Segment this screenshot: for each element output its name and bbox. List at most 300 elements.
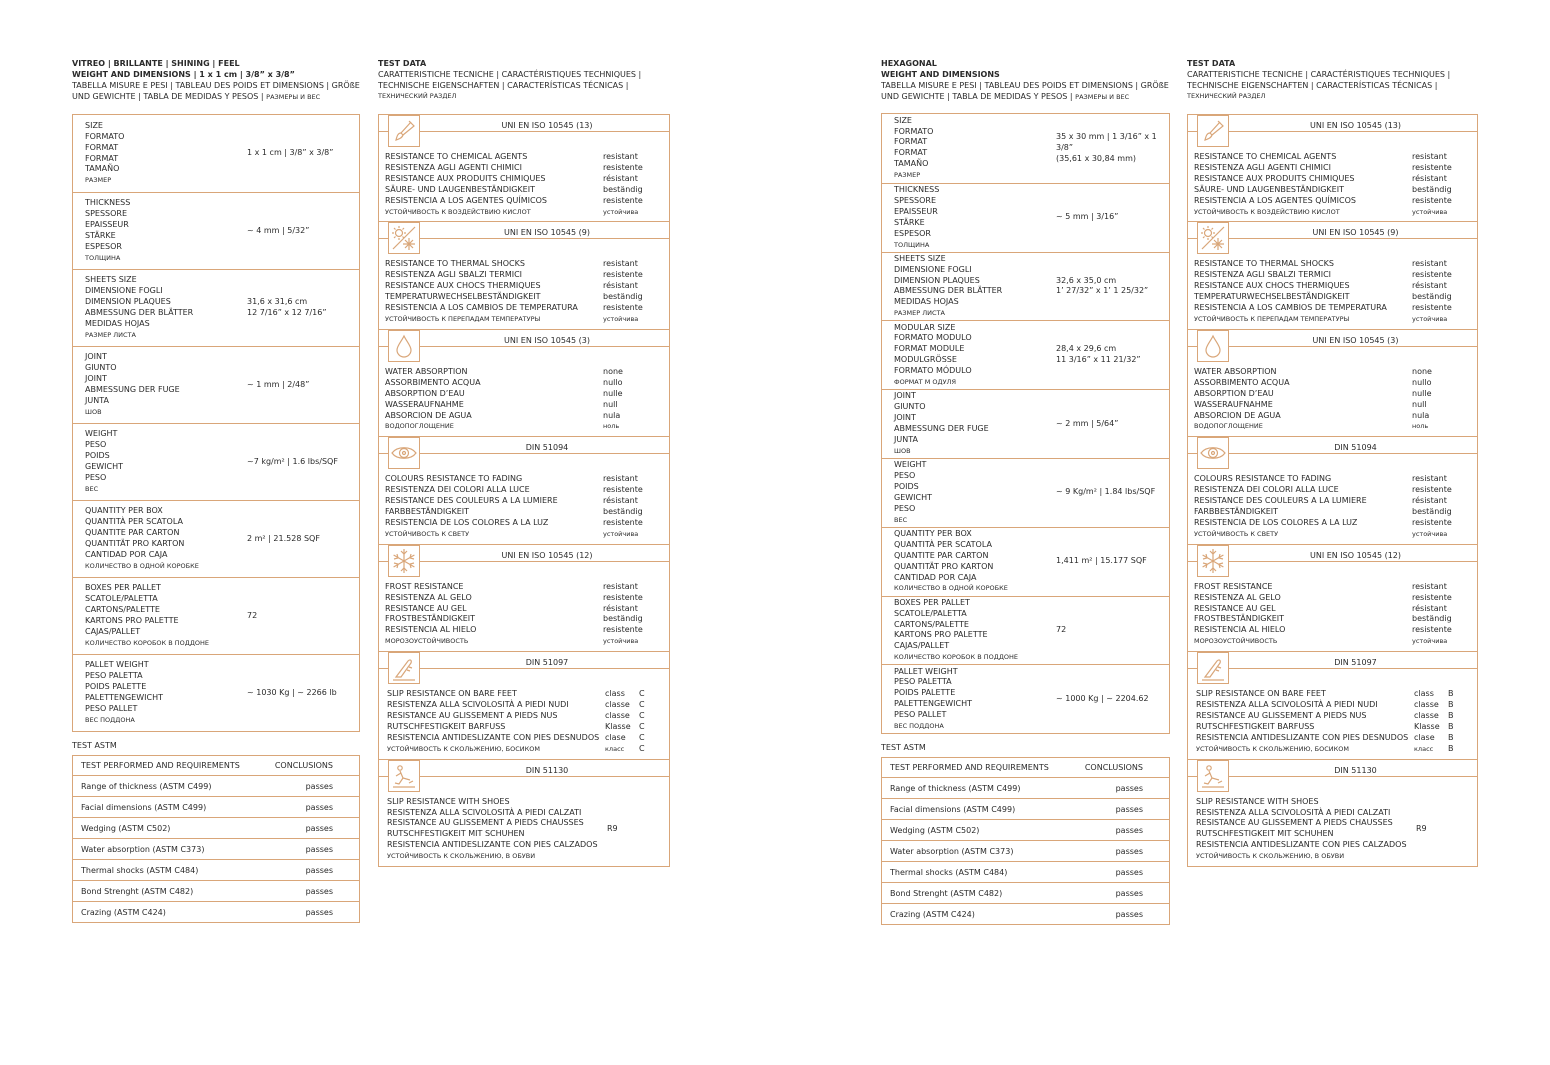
test-value: beständig <box>1412 184 1452 194</box>
class-word: classe <box>605 700 630 710</box>
testdata-subtitle: CARATTERISTICHE TECNICHE | CARACTÉRISTIQUES TECHNIQUES | TECHNISCHE EIGENSCHAFTEN | CARACTERÍSTICAS TÉCNICAS | <box>1187 70 1451 90</box>
class-word: class <box>605 689 625 699</box>
table-subtitle-ru: РАЗМЕРЫ И ВЕС <box>266 93 321 101</box>
slip-rating: R9 <box>1416 823 1427 833</box>
section-header <box>379 655 669 675</box>
test-section <box>1188 436 1477 543</box>
dimension-value <box>247 380 359 391</box>
dimension-row <box>882 252 1169 321</box>
test-label: RESISTENZA AL GELO <box>385 592 472 602</box>
dimension-row <box>882 596 1169 665</box>
label-line: POIDS <box>85 451 110 461</box>
test-label: RESISTANCE DES COULEURS A LA LUMIERE <box>1194 496 1367 506</box>
label-line: QUANTITÄT PRO KARTON <box>85 539 185 548</box>
test-value: beständig <box>1412 507 1452 517</box>
astm-row <box>73 860 359 881</box>
test-value: nullo <box>603 377 623 387</box>
test-label: ВОДОПОГЛОЩЕНИЕ <box>1194 422 1263 431</box>
section-divider <box>1188 453 1477 454</box>
test-label: УСТОЙЧИВОСТЬ К СКОЛЬЖЕНИЮ, БОСИКОМ <box>1196 744 1349 753</box>
test-label: SLIP RESISTANCE ON BARE FEET <box>387 689 517 699</box>
test-row <box>1194 378 1471 389</box>
label-line: PESO <box>85 440 107 450</box>
label-line: QUANTITÀ PER SCATOLA <box>894 539 992 549</box>
test-value: устойчива <box>1412 529 1448 538</box>
section-divider <box>379 453 669 454</box>
test-value: résistant <box>603 496 638 506</box>
foot-icon <box>1197 652 1229 684</box>
dimension-value <box>1056 276 1169 298</box>
label-line: QUANTITE PAR CARTON <box>85 528 180 538</box>
right-dimensions-column <box>881 58 1170 925</box>
test-row <box>385 529 663 540</box>
test-value: résistant <box>1412 281 1447 291</box>
test-label: ABSORCION DE AGUA <box>385 410 472 420</box>
test-label: RESISTENCIA A LOS AGENTES QUÍMICOS <box>1194 195 1356 205</box>
astm-result: passes <box>305 886 333 896</box>
label-line: FORMATO MODULO <box>894 333 972 343</box>
astm-header-row <box>882 757 1169 778</box>
test-label: ВОДОПОГЛОЩЕНИЕ <box>385 422 454 431</box>
sun-snow-icon <box>1197 222 1229 254</box>
dimension-label <box>73 660 247 725</box>
dimension-label <box>882 529 1056 594</box>
dimension-value <box>247 297 359 319</box>
sun-snow-icon <box>388 222 420 254</box>
astm-test-name: Facial dimensions (ASTM C499) <box>81 802 207 812</box>
test-label: УСТОЙЧИВОСТЬ К СКОЛЬЖЕНИЮ, В ОБУВИ <box>387 852 536 861</box>
product-subtitle: WEIGHT AND DIMENSIONS | 1 x 1 cm | 3/8” x 3/8” <box>72 70 295 79</box>
value-line: ~ 2 mm | 5/64” <box>1056 418 1119 428</box>
test-value: resistente <box>603 303 643 313</box>
test-section <box>379 436 669 543</box>
dimension-label <box>73 275 247 340</box>
section-header <box>379 333 669 353</box>
section-header <box>379 763 669 783</box>
test-row <box>1196 711 1471 722</box>
section-header <box>1188 655 1477 675</box>
test-row <box>1194 421 1471 432</box>
test-row <box>1194 292 1471 303</box>
test-value: resistente <box>603 517 643 527</box>
test-row <box>1194 593 1471 604</box>
right-testdata-column <box>1187 58 1478 867</box>
section-divider <box>1188 131 1477 132</box>
test-value: resistant <box>1412 474 1447 484</box>
value-line: 31,6 x 31,6 cm <box>247 297 308 307</box>
value-line: 12 7/16” x 12 7/16” <box>247 308 327 317</box>
test-row <box>385 314 663 325</box>
label-line-ru: ВЕС ПОДДОНА <box>894 722 944 731</box>
astm-test-name: Crazing (ASTM C424) <box>81 907 166 917</box>
test-label: RESISTENCIA ANTIDESLIZANTE CON PIES CALZADOS <box>387 840 598 850</box>
label-line: PESO PALETTA <box>894 677 952 687</box>
test-row <box>385 518 663 529</box>
astm-result: passes <box>1115 888 1143 898</box>
section-header <box>1188 440 1477 460</box>
test-label: COLOURS RESISTANCE TO FADING <box>385 474 523 484</box>
dimension-label <box>73 352 247 417</box>
label-line-ru: ШОВ <box>85 407 102 416</box>
dimension-value <box>247 688 359 699</box>
test-label: УСТОЙЧИВОСТЬ К ВОЗДЕЙСТВИЮ КИСЛОТ <box>1194 207 1340 216</box>
test-row <box>387 733 663 744</box>
dimension-row <box>882 389 1169 458</box>
astm-test-name: Water absorption (ASTM C373) <box>890 846 1014 856</box>
section-divider <box>379 238 669 239</box>
test-row <box>1194 411 1471 422</box>
astm-result: passes <box>1115 867 1143 877</box>
astm-test-name: Range of thickness (ASTM C499) <box>890 783 1021 793</box>
test-section <box>1188 221 1477 328</box>
test-row <box>1194 303 1471 314</box>
dimension-row <box>882 183 1169 252</box>
class-word: clase <box>605 732 626 742</box>
test-row <box>1194 604 1471 615</box>
test-label: RESISTENZA ALLA SCIVOLOSITÀ A PIEDI CALZATI <box>387 807 582 817</box>
test-row <box>385 474 663 485</box>
section-body <box>379 783 669 866</box>
label-line: SHEETS SIZE <box>85 275 137 285</box>
test-row <box>1194 259 1471 270</box>
dimension-row <box>882 458 1169 527</box>
test-row <box>385 614 663 625</box>
section-header <box>1188 225 1477 245</box>
label-line-ru: КОЛИЧЕСТВО КОРОБОК В ПОДДОНЕ <box>894 653 1019 662</box>
section-header <box>1188 333 1477 353</box>
test-value: resistente <box>603 195 643 205</box>
test-value: resistant <box>603 581 638 591</box>
slip-class: B <box>1448 700 1454 710</box>
test-row <box>387 700 663 711</box>
label-line: PALETTENGEWICHT <box>85 693 163 702</box>
section-header <box>379 225 669 245</box>
label-line: SIZE <box>894 115 912 125</box>
astm-result: passes <box>305 823 333 833</box>
class-word: Klasse <box>1414 721 1440 731</box>
value-line: ~7 kg/m² | 1.6 lbs/SQF <box>247 456 338 466</box>
dimension-label <box>73 121 247 186</box>
product-subtitle: WEIGHT AND DIMENSIONS <box>881 70 1000 79</box>
label-line: JUNTA <box>85 395 109 405</box>
astm-row <box>73 776 359 797</box>
dimension-row <box>73 192 359 269</box>
test-value: resistant <box>1412 152 1447 161</box>
test-row <box>385 367 663 378</box>
left-testdata-column <box>378 58 670 867</box>
value-line: ~ 4 mm | 5/32” <box>247 225 310 235</box>
test-value: null <box>603 399 618 409</box>
dimension-label <box>73 506 247 571</box>
test-label: WASSERAUFNAHME <box>1194 399 1273 409</box>
norm-label: DIN 51130 <box>525 765 569 775</box>
label-line: PESO <box>894 471 916 481</box>
class-word: clase <box>1414 732 1435 742</box>
dimension-row <box>882 527 1169 596</box>
test-row <box>1194 518 1471 529</box>
test-label: RESISTENZA DEI COLORI ALLA LUCE <box>385 485 530 495</box>
test-label: RESISTANCE TO THERMAL SHOCKS <box>1194 259 1334 269</box>
astm-header-row <box>73 755 359 776</box>
slip-class: B <box>1448 743 1454 753</box>
astm-test-name: Facial dimensions (ASTM C499) <box>890 804 1016 814</box>
section-body <box>379 138 669 221</box>
test-row <box>385 378 663 389</box>
test-label: SLIP RESISTANCE WITH SHOES <box>387 796 510 806</box>
test-label: RESISTANCE AUX CHOCS THERMIQUES <box>1194 281 1350 291</box>
slip-class: B <box>1448 732 1454 742</box>
norm-label: UNI EN ISO 10545 (13) <box>1309 121 1401 130</box>
test-label: FROST RESISTANCE <box>1194 581 1273 591</box>
label-line: FORMATO <box>85 131 125 141</box>
test-row <box>385 400 663 411</box>
label-line: ABMESSUNG DER FUGE <box>894 424 989 434</box>
slip-class: B <box>1448 721 1454 731</box>
label-line: FORMAT <box>894 148 928 158</box>
test-value: resistente <box>1412 303 1452 313</box>
test-row <box>385 185 663 196</box>
test-label: RESISTENZA AGLI SBALZI TERMICI <box>385 270 523 280</box>
label-line: EPAISSEUR <box>894 206 938 216</box>
table-subtitle-ru: РАЗМЕРЫ И ВЕС <box>1075 93 1130 101</box>
test-label: RESISTENCIA DE LOS COLORES A LA LUZ <box>1194 517 1358 527</box>
label-line: DIMENSION PLAQUES <box>85 297 171 307</box>
test-label: RESISTANCE AU GLISSEMENT A PIEDS NUS <box>387 711 558 720</box>
label-line: FORMAT <box>85 153 119 163</box>
norm-label: UNI EN ISO 10545 (3) <box>1312 335 1399 345</box>
dimension-value <box>1056 487 1169 498</box>
astm-row <box>73 881 359 902</box>
label-line: DIMENSION PLAQUES <box>894 275 980 285</box>
label-line: JOINT <box>894 413 916 423</box>
right-header <box>881 58 1170 104</box>
section-body <box>379 675 669 758</box>
value-line: ~ 5 mm | 3/16” <box>1056 212 1119 222</box>
astm-result: passes <box>305 907 333 917</box>
section-divider <box>379 668 669 669</box>
label-line: SPESSORE <box>85 209 128 219</box>
test-row <box>1194 400 1471 411</box>
label-line: POIDS PALETTE <box>894 688 956 698</box>
test-value: resistant <box>1412 581 1447 591</box>
test-label: TEMPERATURWECHSELBESTÄNDIGKEIT <box>385 292 541 302</box>
dimension-row <box>882 114 1169 183</box>
test-section <box>1188 329 1477 436</box>
test-label: УСТОЙЧИВОСТЬ К ВОЗДЕЙСТВИЮ КИСЛОТ <box>385 207 531 216</box>
test-value: nulle <box>1412 388 1432 398</box>
test-label: SÄURE- UND LAUGENBESTÄNDIGKEIT <box>1194 184 1344 194</box>
label-line: KARTONS PRO PALETTE <box>85 616 179 625</box>
value-line: 1,411 m² | 15.177 SQF <box>1056 556 1147 566</box>
section-body <box>1188 460 1477 543</box>
section-header <box>1188 763 1477 783</box>
slip-class: C <box>639 689 645 699</box>
test-label: RESISTANCE AUX PRODUITS CHIMIQUES <box>385 173 546 183</box>
label-line: POIDS <box>894 481 919 491</box>
label-line: BOXES PER PALLET <box>894 597 970 607</box>
class-word: classe <box>605 711 630 720</box>
testdata-header <box>378 58 670 104</box>
label-line: SPESSORE <box>894 195 937 205</box>
test-row <box>1194 196 1471 207</box>
test-section <box>1188 544 1477 651</box>
test-label: WATER ABSORPTION <box>385 366 468 376</box>
test-row <box>1194 367 1471 378</box>
product-title: HEXAGONAL <box>881 59 937 68</box>
test-row <box>1194 582 1471 593</box>
test-label: FARBBESTÄNDIGKEIT <box>1194 507 1278 517</box>
label-line: CAJAS/PALLET <box>85 626 141 636</box>
class-word: класс <box>605 744 625 753</box>
norm-label: UNI EN ISO 10545 (9) <box>504 228 590 238</box>
test-label: RESISTANCE AU GLISSEMENT A PIEDS CHAUSSES <box>387 818 584 828</box>
test-row <box>385 625 663 636</box>
test-label: ABSORCION DE AGUA <box>1194 410 1281 420</box>
slip-class: C <box>639 743 645 753</box>
label-line-ru: ТОЛЩИНА <box>85 253 121 262</box>
label-line: MODULGRÖSSE <box>894 355 957 365</box>
test-row <box>1196 744 1471 755</box>
dimension-label <box>882 116 1056 181</box>
test-row <box>385 152 663 163</box>
section-divider <box>1188 776 1477 777</box>
dimension-row <box>73 269 359 346</box>
label-line: ESPESOR <box>85 241 122 251</box>
test-row <box>387 711 663 722</box>
label-line: ABMESSUNG DER BLÄTTER <box>894 286 1003 296</box>
astm-row <box>882 841 1169 862</box>
test-label: RESISTENCIA A LOS CAMBIOS DE TEMPERATURA <box>1194 303 1387 313</box>
test-label: RESISTENCIA ANTIDESLIZANTE CON PIES DESNUDOS <box>387 732 600 742</box>
test-label: RESISTENZA ALLA SCIVOLOSITÀ A PIEDI NUDI <box>1196 700 1378 710</box>
section-header <box>1188 118 1477 138</box>
label-line: PALLET WEIGHT <box>85 660 149 670</box>
label-line: CARTONS/PALETTE <box>894 619 969 629</box>
astm-result: passes <box>305 802 333 812</box>
dimension-label <box>882 667 1056 732</box>
test-label: RESISTENCIA AL HIELO <box>385 625 477 635</box>
label-line: SIZE <box>85 120 103 130</box>
test-row <box>1194 270 1471 281</box>
test-row <box>1194 174 1471 185</box>
test-value: beständig <box>1412 614 1452 624</box>
astm-row <box>882 862 1169 883</box>
test-row <box>1194 507 1471 518</box>
norm-label: UNI EN ISO 10545 (9) <box>1312 228 1399 238</box>
test-label: RESISTENCIA DE LOS COLORES A LA LUZ <box>385 517 549 527</box>
test-data-table <box>1187 114 1478 867</box>
slip-icon <box>388 760 420 792</box>
astm-table <box>881 757 1170 925</box>
left-dimensions-column <box>72 58 360 923</box>
label-line: MODULAR SIZE <box>894 322 956 332</box>
label-line-ru: КОЛИЧЕСТВО В ОДНОЙ КОРОБКЕ <box>894 584 1008 593</box>
test-value: nulle <box>603 388 623 398</box>
test-label: RESISTENZA AL GELO <box>1194 592 1281 602</box>
dimension-value <box>1056 212 1169 223</box>
test-label: МОРОЗОУСТОЙЧИВОСТЬ <box>1194 637 1278 646</box>
test-value: resistant <box>603 259 638 269</box>
label-line: TAMAÑO <box>85 164 120 174</box>
value-line: ~ 9 Kg/m² | 1.84 lbs/SQF <box>1056 487 1156 497</box>
label-line: QUANTITE PAR CARTON <box>894 550 989 560</box>
test-row <box>1194 389 1471 400</box>
test-row <box>385 389 663 400</box>
label-line: POIDS PALETTE <box>85 682 147 692</box>
test-row <box>385 582 663 593</box>
label-line-ru: ШОВ <box>894 446 911 455</box>
eye-icon <box>1197 437 1229 469</box>
snowflake-icon <box>1197 545 1229 577</box>
dimension-value <box>247 534 359 545</box>
label-line: EPAISSEUR <box>85 220 129 230</box>
dimension-label <box>73 198 247 263</box>
test-row <box>385 411 663 422</box>
label-line: FORMATO <box>894 126 934 136</box>
foot-icon <box>388 652 420 684</box>
astm-test-name: Range of thickness (ASTM C499) <box>81 781 212 791</box>
test-label: ABSORPTION D’EAU <box>1194 388 1274 398</box>
section-body <box>1188 675 1477 758</box>
test-label: RESISTANCE AU GLISSEMENT A PIEDS CHAUSSES <box>1196 818 1393 828</box>
test-value: none <box>1412 366 1432 376</box>
value-line: 1 x 1 cm | 3/8” x 3/8” <box>247 148 334 158</box>
section-divider <box>1188 238 1477 239</box>
astm-test-name: Bond Strenght (ASTM C482) <box>890 888 1003 898</box>
slip-bare-section <box>379 651 669 758</box>
testdata-title: TEST DATA <box>1187 59 1236 68</box>
label-line: FORMAT MODULE <box>894 344 965 354</box>
label-line: QUANTITY PER BOX <box>894 528 972 538</box>
section-body <box>379 460 669 543</box>
test-value: resistente <box>1412 592 1452 602</box>
astm-title: TEST ASTM <box>72 741 117 750</box>
section-body <box>1188 783 1477 866</box>
value-line: 35 x 30 mm | 1 3/16” x 1 3/8” <box>1056 132 1157 152</box>
section-divider <box>379 346 669 347</box>
test-value: устойчива <box>603 314 639 323</box>
test-value: résistant <box>603 173 638 183</box>
test-row <box>387 689 663 700</box>
section-divider <box>379 131 669 132</box>
test-label: УСТОЙЧИВОСТЬ К СКОЛЬЖЕНИЮ, В ОБУВИ <box>1196 852 1345 861</box>
test-value: beständig <box>603 184 643 194</box>
label-line-ru: ВЕС <box>85 484 99 493</box>
astm-result: passes <box>305 844 333 854</box>
label-line: MEDIDAS HOJAS <box>894 297 959 307</box>
section-body <box>1188 245 1477 328</box>
test-label: RESISTENCIA AL HIELO <box>1194 625 1286 635</box>
testdata-subtitle-ru: ТЕХНИЧЕСКИЙ РАЗДЕЛ <box>378 92 457 100</box>
test-value: устойчива <box>603 207 639 216</box>
drop-icon <box>388 330 420 362</box>
test-label: RESISTANCE TO CHEMICAL AGENTS <box>385 152 528 161</box>
label-line: MEDIDAS HOJAS <box>85 318 150 328</box>
test-label: УСТОЙЧИВОСТЬ К СКОЛЬЖЕНИЮ, БОСИКОМ <box>387 744 540 753</box>
test-label: RUTSCHFESTIGKEIT MIT SCHUHEN <box>387 829 525 839</box>
test-value: résistant <box>1412 603 1447 613</box>
test-row <box>1194 281 1471 292</box>
test-label: RESISTENCIA A LOS CAMBIOS DE TEMPERATURA <box>385 303 578 313</box>
dimension-label <box>882 391 1056 456</box>
test-row <box>385 507 663 518</box>
dimension-label <box>73 583 247 648</box>
test-label: RESISTANCE AU GLISSEMENT A PIEDS NUS <box>1196 711 1367 720</box>
label-line: BOXES PER PALLET <box>85 583 161 593</box>
label-line: TAMAÑO <box>894 159 929 169</box>
test-label: SÄURE- UND LAUGENBESTÄNDIGKEIT <box>385 184 535 194</box>
test-label: RESISTENCIA ANTIDESLIZANTE CON PIES DESNUDOS <box>1196 732 1409 742</box>
